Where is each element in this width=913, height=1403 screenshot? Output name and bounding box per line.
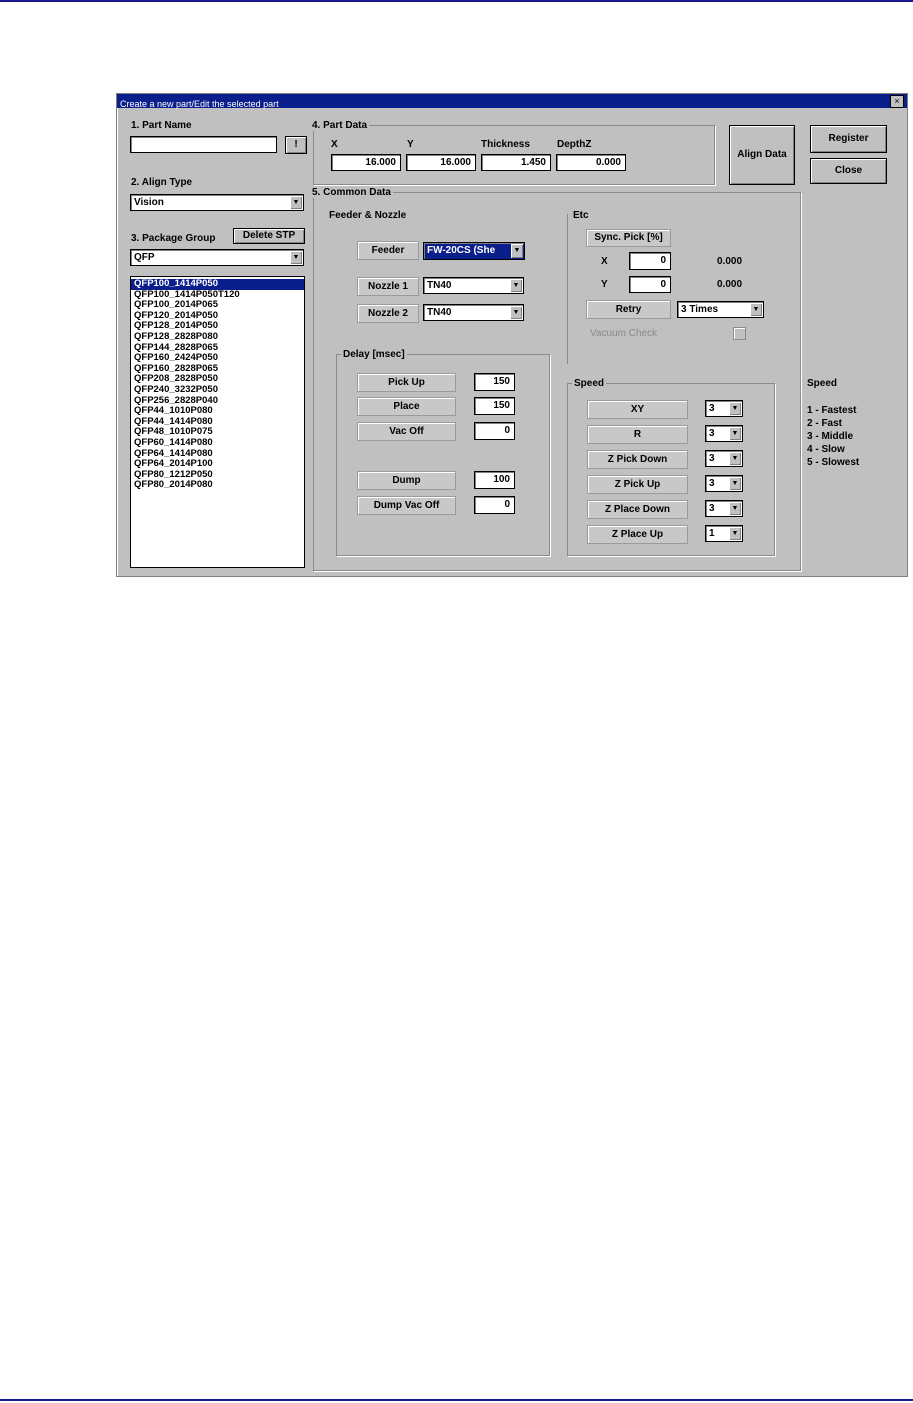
chevron-down-icon[interactable]: ▼ [729,427,741,440]
speed-value: 3 [709,428,715,439]
list-item[interactable]: QFP120_2014P050 [134,309,218,321]
delay-input[interactable]: 150 [474,397,515,415]
retry-select[interactable] [677,301,764,318]
list-item[interactable]: QFP80_1212P050 [134,468,213,480]
list-item[interactable]: QFP44_1414P080 [134,415,213,427]
feeder-nozzle-title: Feeder & Nozzle [329,210,407,221]
common-data-title: 5. Common Data [312,187,391,198]
speed-legend-line: 5 - Slowest [807,457,860,468]
speed-label: Z Pick Up [587,475,688,494]
list-item[interactable]: QFP160_2424P050 [134,352,218,364]
delay-label: Dump Vac Off [357,496,456,515]
part-x-label: X [331,139,338,150]
list-item[interactable]: QFP80_2014P080 [134,479,213,491]
chevron-down-icon[interactable]: ▼ [750,303,762,316]
list-item[interactable]: QFP128_2828P080 [134,330,218,342]
sync-y-input[interactable]: 0 [629,276,671,293]
chevron-down-icon[interactable]: ▼ [510,279,522,292]
part-depthz-label: DepthZ [557,139,592,150]
delay-label: Vac Off [357,422,456,441]
part-thickness-label: Thickness [481,139,530,150]
dialog-titlebar [117,94,907,108]
list-item[interactable]: QFP256_2828P040 [134,394,218,406]
delay-title: Delay [msec] [343,349,405,360]
part-data-title: 4. Part Data [312,120,368,131]
chevron-down-icon[interactable]: ▼ [729,452,741,465]
feeder-value: FW-20CS (She [427,245,496,256]
chevron-down-icon[interactable]: ▼ [290,196,302,209]
speed-select[interactable] [705,475,743,492]
part-name-input[interactable] [130,136,277,153]
list-item[interactable]: QFP48_1010P075 [134,426,213,438]
package-group-value: QFP [134,252,155,263]
speed-label: R [587,425,688,444]
register-button[interactable]: Register [810,125,887,153]
align-data-button[interactable]: Align Data [729,125,795,185]
speed-value: 3 [709,403,715,414]
delay-input[interactable]: 150 [474,373,515,391]
vacuum-check-checkbox[interactable] [733,327,746,340]
part-name-browse-button[interactable]: ! [285,136,307,154]
speed-legend-line: 2 - Fast [807,418,843,429]
delay-label: Pick Up [357,373,456,392]
speed-legend-line: 4 - Slow [807,444,845,455]
list-item[interactable]: QFP144_2828P065 [134,341,218,353]
page-bottom-rule [0,1399,913,1401]
sync-pick-label: Sync. Pick [%] [586,229,671,247]
list-item[interactable]: QFP160_2828P065 [134,362,218,374]
speed-legend-line: 1 - Fastest [807,405,857,416]
close-button[interactable]: Close [810,158,887,184]
chevron-down-icon[interactable]: ▼ [729,402,741,415]
speed-value: 1 [709,528,715,539]
retry-label: Retry [586,300,671,319]
chevron-down-icon[interactable]: ▼ [729,502,741,515]
delete-stp-button[interactable]: Delete STP [233,228,305,244]
list-item[interactable]: QFP100_2014P065 [134,299,218,311]
speed-select[interactable] [705,450,743,467]
speed-title: Speed [574,378,605,389]
speed-select[interactable] [705,425,743,442]
part-depthz-input[interactable]: 0.000 [556,154,626,171]
speed-legend-line: 3 - Middle [807,431,854,442]
delay-input[interactable]: 100 [474,471,515,489]
package-list[interactable] [130,276,305,568]
page-top-rule [0,0,913,2]
list-item[interactable]: QFP100_1414P050 [131,279,304,290]
part-thickness-input[interactable]: 1.450 [481,154,551,171]
part-y-input[interactable]: 16.000 [406,154,476,171]
part-x-input[interactable]: 16.000 [331,154,401,171]
nozzle2-label: Nozzle 2 [357,304,419,323]
speed-legend-title: Speed [807,378,838,389]
nozzle1-label: Nozzle 1 [357,277,419,296]
sync-x-label: X [601,256,608,267]
list-item[interactable]: QFP60_1414P080 [134,436,213,448]
chevron-down-icon[interactable]: ▼ [510,306,522,319]
etc-title: Etc [573,210,589,221]
sync-x-result: 0.000 [717,256,743,267]
speed-select[interactable] [705,400,743,417]
chevron-down-icon[interactable]: ▼ [511,244,523,258]
nozzle2-value: TN40 [427,307,452,318]
list-item[interactable]: QFP240_3232P050 [134,383,218,395]
speed-label: XY [587,400,688,419]
part-dialog [116,93,908,577]
speed-select[interactable] [705,525,743,542]
list-item[interactable]: QFP208_2828P050 [134,373,218,385]
chevron-down-icon[interactable]: ▼ [290,251,302,264]
speed-legend [807,404,859,469]
speed-select[interactable] [705,500,743,517]
vacuum-check-label: Vacuum Check [590,328,658,339]
align-type-select[interactable] [130,194,304,211]
delay-input[interactable]: 0 [474,496,515,514]
speed-label: Z Place Up [587,525,688,544]
nozzle1-value: TN40 [427,280,452,291]
chevron-down-icon[interactable]: ▼ [729,477,741,490]
retry-value: 3 Times [681,304,719,315]
delay-label: Dump [357,471,456,490]
list-item[interactable]: QFP64_2014P100 [134,458,213,470]
sync-x-input[interactable]: 0 [629,252,671,270]
sync-y-result: 0.000 [717,279,743,290]
list-item[interactable]: QFP128_2014P050 [134,320,218,332]
list-item[interactable]: QFP44_1010P080 [134,405,213,417]
feeder-select[interactable] [423,242,525,260]
speed-label: Z Pick Down [587,450,688,469]
delay-label: Place [357,397,456,416]
package-group-select[interactable] [130,249,304,266]
part-name-label: 1. Part Name [131,120,192,131]
speed-value: 3 [709,453,715,464]
align-type-label: 2. Align Type [131,177,193,188]
part-y-label: Y [407,139,414,150]
close-icon[interactable]: × [890,95,904,108]
list-item[interactable]: QFP100_1414P050T120 [134,288,240,300]
dialog-title: Create a new part/Edit the selected part [120,99,279,109]
list-item[interactable]: QFP64_1414P080 [134,447,213,459]
package-group-label: 3. Package Group [131,233,216,244]
nozzle1-select[interactable] [423,277,524,294]
delay-input[interactable]: 0 [474,422,515,440]
nozzle2-select[interactable] [423,304,524,321]
chevron-down-icon[interactable]: ▼ [729,527,741,540]
speed-value: 3 [709,503,715,514]
speed-label: Z Place Down [587,500,688,519]
align-type-value: Vision [134,197,164,208]
speed-value: 3 [709,478,715,489]
feeder-label: Feeder [357,241,419,260]
sync-y-label: Y [601,279,608,290]
